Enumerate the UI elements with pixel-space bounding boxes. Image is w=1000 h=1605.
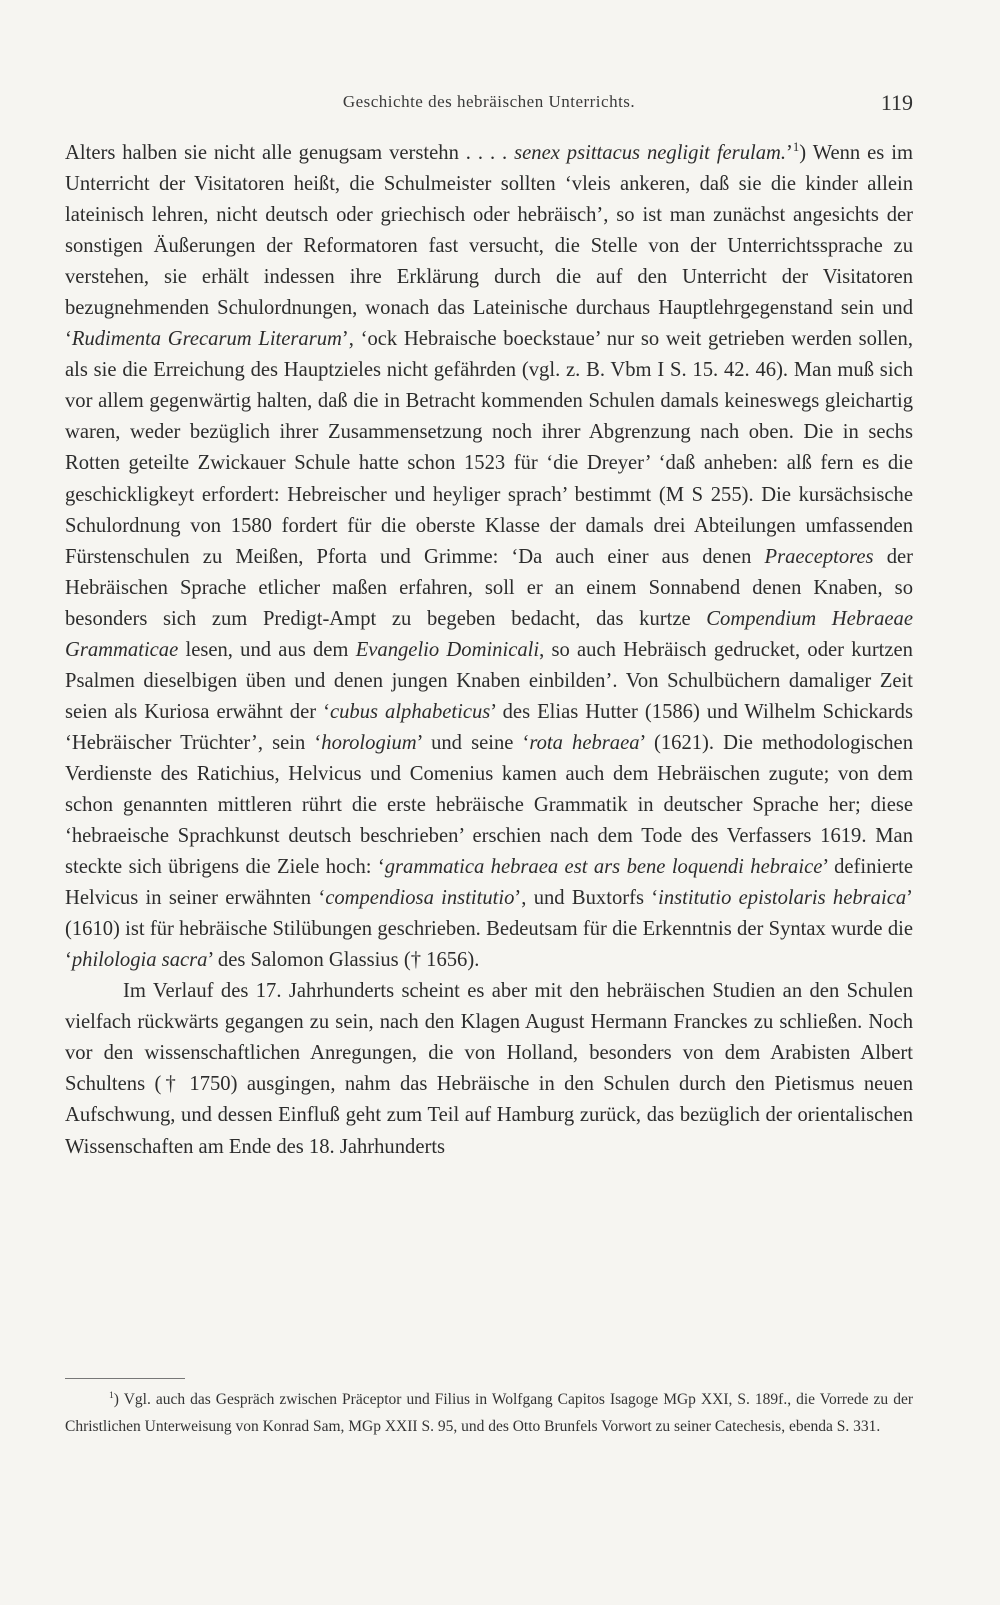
running-head — [65, 92, 913, 122]
running-head-title: Geschichte des hebräischen Unterrichts. — [342, 92, 636, 111]
paragraph-1: Alters halben sie nicht alle genugsam verstehn . . . . senex psittacus negligit ferulam.’$^1$) Wenn es im Unterricht der Visitatoren heißt, die Schulmeister sollten ‘vleis ankeren, daß sie die kinder allein lateinisch lehren, nicht deutsch oder griechisch oder hebräisch’, so ist man zunächst angesichts der sonstigen Äußerungen der Reformatoren fast versucht, die Stelle von der Unterrichtssprache zu verstehen, sie erhält indessen ihre Erklärung durch die auf den Unterricht der Visitatoren bezugnehmenden Schulordnungen, wonach das Lateinische durchaus Hauptlehrgegenstand sein und ‘Rudimenta Grecarum Literarum’, ‘ock Hebraische boeckstaue’ nur so weit getrieben werden sollen, als sie die Erreichung des Hauptzieles nicht gefährden (vgl. z. B. Vbm I S. 15. 42. 46). Man muß sich vor allem gegenwärtig halten, daß die in Betracht kommenden Schulen damals keineswegs gleichartig waren, weder bezüglich ihrer Zusammensetzung noch ihrer Abgrenzung nach oben. Die in sechs Rotten geteilte Zwickauer Schule hatte schon 1523 für ‘die Dreyer’ ‘daß anheben: alß fern es die geschickligkeyt erfordert: Hebreischer und heyliger sprach’ bestimmt (M S 255). Die kursächsische Schulordnung von 1580 fordert für die oberste Klasse der damals drei Abteilungen umfassenden Fürstenschulen zu Meißen, Pforta und Grimme: ‘Da auch einer aus denen Praeceptores der Hebräischen Sprache etlicher maßen erfahren, soll er an einem Sonnabend denen Knaben, so besonders sich zum Predigt-Ampt zu begeben bedacht, das kurtze Compendium Hebraeae Grammaticae lesen, und aus dem Evangelio Dominicali, so auch Hebräisch gedrucket, oder kurtzen Psalmen dieselbigen üben und denen jungen Knaben einbilden’. Von Schulbüchern damaliger Zeit seien als Kuriosa erwähnt der ‘cubus alphabeticus’ des Elias Hutter (1586) und Wilhelm Schickards ‘Hebräischer Trüchter’, sein ‘horologium’ und seine ‘rota hebraea’ (1621). Die methodologischen Verdienste des Ratichius, Helvicus und Comenius kamen auch dem Hebräischen zugute; von dem schon genannten mittleren rührt die erste hebräische Grammatik in deutscher Sprache her; diese ‘hebraeische Sprachkunst deutsch beschrieben’ erschien nach dem Tode des Verfassers 1619. Man steckte sich übrigens die Ziele hoch: ‘grammatica hebraea est ars bene loquendi hebraice’ definierte Helvicus in seiner erwähnten ‘compendiosa institutio’, und Buxtorfs ‘institutio epistolaris hebraica’ (1610) ist für hebräische Stilübungen geschrieben. Bedeutsam für die Erkenntnis der Syntax wurde die ‘philologia sacra’ des Salomon Glassius († 1656). — [65, 140, 914, 972]
footnote — [65, 1387, 913, 1440]
page-number: 119 — [880, 90, 913, 115]
footnote-divider — [65, 1378, 185, 1379]
body-text — [65, 138, 913, 1163]
footnote-1: $^1$) Vgl. auch das Gespräch zwischen Präceptor und Filius in Wolfgang Capitos Isagoge MGp XXI, S. 189f., die Vorrede zu der Christlichen Unterweisung von Konrad Sam, MGp XXII S. 95, und des Otto Brunfels Vorwort zu seiner Catechesis, ebenda S. 331. — [65, 1389, 913, 1435]
paragraph-2: Im Verlauf des 17. Jahrhunderts scheint es aber mit den hebräischen Studien an den Schulen vielfach rückwärts gegangen zu sein, nach den Klagen August Hermann Franckes zu schließen. Noch vor den wissenschaftlichen Anregungen, die von Holland, besonders von dem Arabisten Albert Schultens († 1750) ausgingen, nahm das Hebräische in den Schulen durch den Pietismus neuen Aufschwung, und dessen Einfluß geht zum Teil auf Hamburg zurück, das bezüglich der orientalischen Wissenschaften am Ende des 18. Jahrhunderts — [65, 980, 913, 1158]
